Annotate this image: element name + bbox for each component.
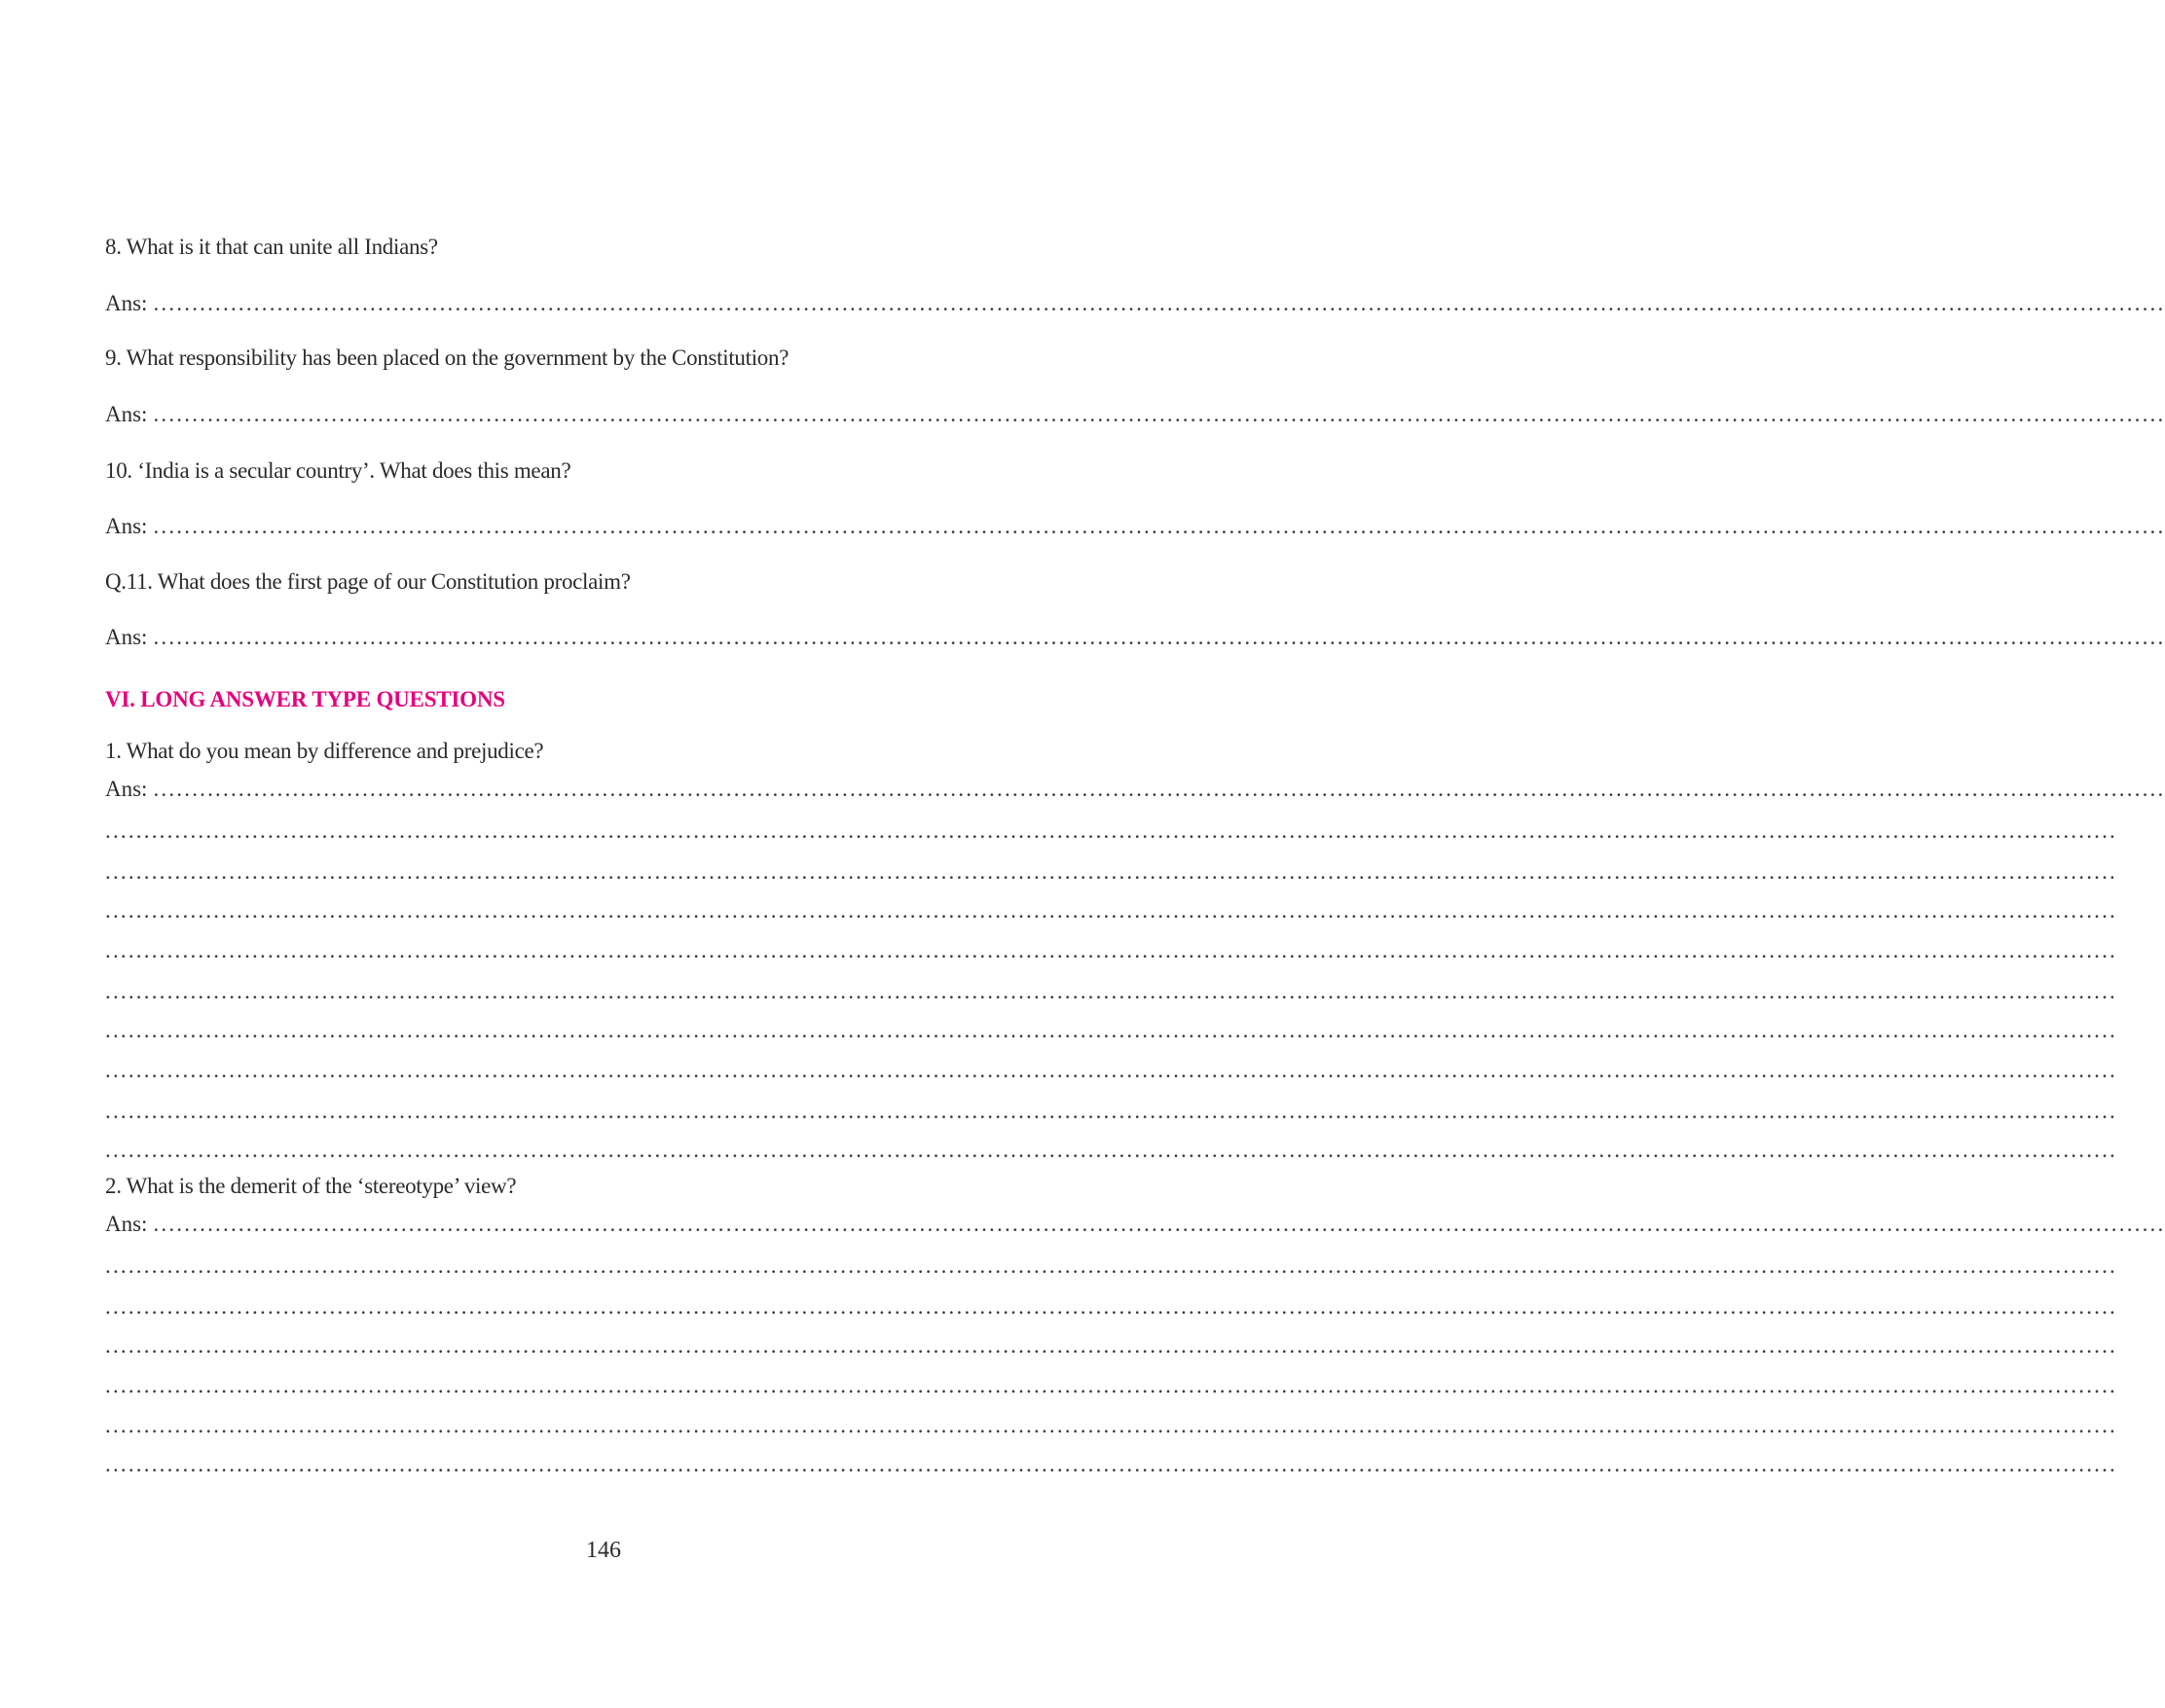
long-answer-line[interactable]	[105, 1372, 2117, 1399]
answer-dots: ....................................................................................................................................................................................................................................................................	[105, 1058, 2117, 1082]
question-9: 9. What responsibility has been placed on the government by the Constitution?	[105, 345, 789, 370]
question-8: 8. What is it that can unite all Indians?	[105, 235, 438, 259]
answer-line-10[interactable]	[105, 513, 2165, 540]
answer-label: Ans:	[105, 1212, 148, 1236]
answer-label: Ans:	[105, 402, 148, 426]
answer-dots: ....................................................................................................................................................................................................................................................................	[105, 1452, 2117, 1476]
long-answer-line[interactable]	[105, 897, 2117, 925]
long-answer-line[interactable]	[105, 858, 2117, 886]
answer-dots: ....................................................................................................................................................................................................................................................................	[105, 1138, 2117, 1162]
question-10: 10. ‘India is a secular country’. What does this mean?	[105, 458, 571, 483]
answer-dots: ....................................................................................................................................................................................................................................................................	[105, 859, 2117, 884]
answer-label: Ans:	[105, 777, 148, 801]
answer-dots: ....................................................................................................................................................................................................................................................................	[153, 291, 2165, 315]
answer-dots: ....................................................................................................................................................................................................................................................................	[105, 1294, 2117, 1319]
answer-dots: ....................................................................................................................................................................................................................................................................	[105, 1099, 2117, 1123]
answer-dots: ....................................................................................................................................................................................................................................................................	[105, 898, 2117, 923]
answer-dots: ....................................................................................................................................................................................................................................................................	[105, 979, 2117, 1003]
long-answer-line-1[interactable]	[105, 776, 2165, 803]
answer-dots: ....................................................................................................................................................................................................................................................................	[153, 625, 2165, 649]
long-answer-line[interactable]	[105, 1098, 2117, 1125]
long-answer-line[interactable]	[105, 1137, 2117, 1164]
answer-line-9[interactable]	[105, 401, 2165, 428]
answer-dots: ....................................................................................................................................................................................................................................................................	[105, 938, 2117, 963]
long-answer-line[interactable]	[105, 1332, 2117, 1360]
long-answer-line[interactable]	[105, 1451, 2117, 1478]
answer-dots: ....................................................................................................................................................................................................................................................................	[105, 1413, 2117, 1437]
answer-dots: ....................................................................................................................................................................................................................................................................	[153, 402, 2165, 426]
long-answer-line[interactable]	[105, 937, 2117, 964]
answer-dots: ....................................................................................................................................................................................................................................................................	[105, 1333, 2117, 1358]
long-answer-line[interactable]	[105, 1253, 2117, 1280]
answer-line-8[interactable]	[105, 290, 2165, 317]
long-answer-line[interactable]	[105, 978, 2117, 1005]
long-answer-line[interactable]	[105, 1293, 2117, 1321]
long-answer-line[interactable]	[105, 1412, 2117, 1439]
long-answer-line[interactable]	[105, 818, 2117, 845]
answer-label: Ans:	[105, 625, 148, 649]
long-answer-line-2[interactable]	[105, 1211, 2165, 1238]
long-question-2: 2. What is the demerit of the ‘stereotype’ view?	[105, 1174, 517, 1198]
answer-dots: ....................................................................................................................................................................................................................................................................	[153, 1212, 2165, 1236]
answer-dots: ....................................................................................................................................................................................................................................................................	[105, 1254, 2117, 1278]
long-answer-line[interactable]	[105, 1057, 2117, 1084]
answer-label: Ans:	[105, 291, 148, 315]
answer-dots: ....................................................................................................................................................................................................................................................................	[153, 514, 2165, 538]
answer-dots: ....................................................................................................................................................................................................................................................................	[153, 777, 2165, 801]
answer-label: Ans:	[105, 514, 148, 538]
long-question-1: 1. What do you mean by difference and prejudice?	[105, 739, 544, 763]
answer-dots: ....................................................................................................................................................................................................................................................................	[105, 1018, 2117, 1042]
question-11: Q.11. What does the first page of our Constitution proclaim?	[105, 569, 631, 594]
answer-dots: ....................................................................................................................................................................................................................................................................	[105, 818, 2117, 843]
page-number: 146	[586, 1538, 621, 1563]
long-answer-line[interactable]	[105, 1017, 2117, 1044]
answer-dots: ....................................................................................................................................................................................................................................................................	[105, 1373, 2117, 1398]
section-heading: VI. LONG ANSWER TYPE QUESTIONS	[105, 687, 505, 711]
answer-line-11[interactable]	[105, 624, 2165, 651]
